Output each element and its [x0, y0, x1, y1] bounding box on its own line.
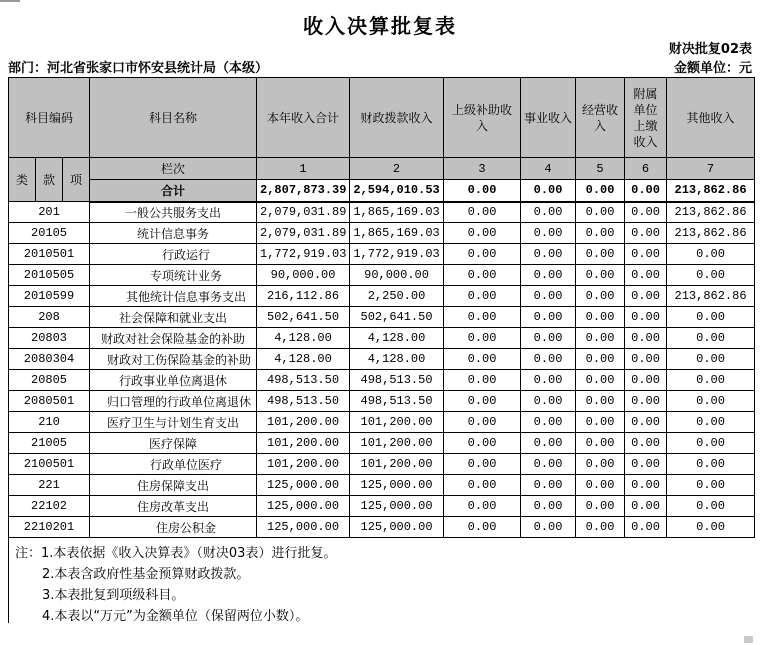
table-row: [9, 412, 755, 433]
amount-cell: 0.00: [576, 454, 625, 475]
amount-cell: 0.00: [625, 223, 667, 244]
table-body: [9, 202, 755, 538]
amount-cell: 0.00: [444, 202, 521, 223]
amount-cell: 125,000.00: [350, 517, 444, 538]
amount-cell: 1,865,169.03: [350, 223, 444, 244]
amount-cell: 0.00: [667, 391, 755, 412]
amount-cell: 0.00: [667, 496, 755, 517]
amount-cell: 0.00: [521, 202, 576, 223]
subject-name-cell: 社会保障和就业支出: [90, 307, 257, 328]
subject-name-cell: 行政事业单位离退休: [90, 370, 257, 391]
column-header: 财政拨款收入: [350, 78, 444, 158]
amount-cell: 0.00: [576, 475, 625, 496]
amount-cell: 4,128.00: [257, 349, 350, 370]
amount-cell: 0.00: [521, 391, 576, 412]
screenshot-artifact-top-left: [0, 0, 20, 2]
amount-cell: 0.00: [576, 433, 625, 454]
amount-cell: 0.00: [625, 412, 667, 433]
subject-name-cell: 一般公共服务支出: [90, 202, 257, 223]
amount-cell: 0.00: [444, 454, 521, 475]
income-approval-table: [8, 77, 755, 538]
table-row: [9, 328, 755, 349]
total-row: [9, 180, 755, 202]
amount-cell: 0.00: [667, 433, 755, 454]
amount-cell: 0.00: [444, 370, 521, 391]
amount-cell: 0.00: [444, 349, 521, 370]
total-amount-cell: 0.00: [576, 180, 625, 202]
column-number: 6: [625, 158, 667, 180]
column-number: 5: [576, 158, 625, 180]
subject-name-cell: 住房公积金: [90, 517, 257, 538]
amount-cell: 0.00: [576, 370, 625, 391]
amount-cell: 0.00: [625, 202, 667, 223]
meta-line: [8, 57, 752, 75]
column-header: 上级补助收入: [444, 78, 521, 158]
amount-cell: 0.00: [521, 244, 576, 265]
note-2: 2.本表含政府性基金预算财政拨款。: [42, 567, 250, 582]
subject-code-cell: 221: [9, 475, 90, 496]
amount-cell: 0.00: [667, 307, 755, 328]
subject-name-cell: 住房改革支出: [90, 496, 257, 517]
total-amount-cell: 2,807,873.39: [257, 180, 350, 202]
amount-cell: 0.00: [521, 370, 576, 391]
page-title: 收入决算批复表: [303, 14, 457, 38]
amount-cell: 0.00: [444, 328, 521, 349]
amount-cell: 0.00: [625, 517, 667, 538]
amount-cell: 101,200.00: [257, 454, 350, 475]
amount-cell: 0.00: [444, 517, 521, 538]
subject-name-cell: 归口管理的行政单位离退休: [90, 391, 257, 412]
table-row: [9, 370, 755, 391]
subject-name-header: 科目名称: [90, 78, 257, 158]
amount-cell: 502,641.50: [257, 307, 350, 328]
amount-cell: 0.00: [667, 412, 755, 433]
amount-cell: 0.00: [576, 391, 625, 412]
amount-cell: 0.00: [576, 307, 625, 328]
lanci-label: 栏次: [90, 158, 257, 180]
amount-cell: 0.00: [667, 454, 755, 475]
table-row: [9, 454, 755, 475]
amount-cell: 125,000.00: [350, 475, 444, 496]
table-row: [9, 307, 755, 328]
amount-cell: 0.00: [667, 328, 755, 349]
amount-cell: 0.00: [576, 517, 625, 538]
header-row-main: [9, 78, 755, 158]
total-amount-cell: 0.00: [625, 180, 667, 202]
amount-cell: 0.00: [521, 223, 576, 244]
amount-cell: 90,000.00: [350, 265, 444, 286]
amount-cell: 216,112.86: [257, 286, 350, 307]
amount-cell: 0.00: [521, 349, 576, 370]
amount-cell: 0.00: [667, 265, 755, 286]
amount-cell: 0.00: [667, 349, 755, 370]
amount-cell: 0.00: [667, 370, 755, 391]
table-row: [9, 496, 755, 517]
amount-cell: 0.00: [576, 244, 625, 265]
amount-cell: 0.00: [444, 286, 521, 307]
table-row: [9, 265, 755, 286]
subject-code-cell: 22102: [9, 496, 90, 517]
amount-cell: 0.00: [625, 454, 667, 475]
amount-cell: 1,865,169.03: [350, 202, 444, 223]
subject-name-cell: 医疗保障: [90, 433, 257, 454]
header-row-lanci: [9, 158, 755, 180]
subject-code-cell: 2010599: [9, 286, 90, 307]
amount-cell: 213,862.86: [667, 223, 755, 244]
amount-cell: 0.00: [625, 307, 667, 328]
column-number: 3: [444, 158, 521, 180]
code-sub-header-class: 类: [9, 158, 36, 202]
amount-cell: 0.00: [444, 223, 521, 244]
amount-cell: 498,513.50: [257, 370, 350, 391]
amount-cell: 0.00: [625, 475, 667, 496]
total-amount-cell: 0.00: [521, 180, 576, 202]
column-header: 其他收入: [667, 78, 755, 158]
amount-cell: 0.00: [444, 244, 521, 265]
subject-code-cell: 208: [9, 307, 90, 328]
subject-code-cell: 20105: [9, 223, 90, 244]
table-row: [9, 349, 755, 370]
amount-cell: 0.00: [625, 433, 667, 454]
amount-cell: 502,641.50: [350, 307, 444, 328]
amount-cell: 0.00: [444, 307, 521, 328]
amount-cell: 2,250.00: [350, 286, 444, 307]
subject-name-cell: 医疗卫生与计划生育支出: [90, 412, 257, 433]
amount-cell: 0.00: [521, 475, 576, 496]
table-row: [9, 286, 755, 307]
table-row: [9, 433, 755, 454]
column-number: 1: [257, 158, 350, 180]
column-header: 本年收入合计: [257, 78, 350, 158]
column-number: 7: [667, 158, 755, 180]
total-amount-cell: 2,594,010.53: [350, 180, 444, 202]
note-1: 注：1.本表依据《收入决算表》（财决03表）进行批复。: [15, 546, 337, 561]
subject-name-cell: 统计信息事务: [90, 223, 257, 244]
subject-code-cell: 21005: [9, 433, 90, 454]
column-number: 2: [350, 158, 444, 180]
subject-code-cell: 2080304: [9, 349, 90, 370]
amount-cell: 0.00: [576, 286, 625, 307]
amount-cell: 0.00: [576, 223, 625, 244]
table-row: [9, 202, 755, 223]
amount-cell: 1,772,919.03: [350, 244, 444, 265]
amount-cell: 101,200.00: [350, 454, 444, 475]
amount-cell: 0.00: [576, 265, 625, 286]
amount-cell: 101,200.00: [350, 433, 444, 454]
subject-code-cell: 2010505: [9, 265, 90, 286]
subject-code-cell: 2100501: [9, 454, 90, 475]
amount-cell: 0.00: [444, 433, 521, 454]
subject-code-cell: 2080501: [9, 391, 90, 412]
amount-cell: 0.00: [625, 496, 667, 517]
amount-cell: 498,513.50: [350, 391, 444, 412]
amount-cell: 0.00: [521, 265, 576, 286]
subject-code-cell: 20805: [9, 370, 90, 391]
column-number: 4: [521, 158, 576, 180]
amount-cell: 0.00: [625, 286, 667, 307]
amount-cell: 125,000.00: [257, 496, 350, 517]
amount-cell: 498,513.50: [350, 370, 444, 391]
screenshot-artifact-bottom-right: [744, 636, 753, 643]
subject-name-cell: 财政对工伤保险基金的补助: [90, 349, 257, 370]
amount-cell: 0.00: [521, 328, 576, 349]
amount-cell: 0.00: [576, 349, 625, 370]
amount-cell: 0.00: [521, 307, 576, 328]
amount-cell: 213,862.86: [667, 202, 755, 223]
footnotes: [8, 538, 760, 623]
subject-name-cell: 其他统计信息事务支出: [90, 286, 257, 307]
code-sub-header-item: 项: [63, 158, 90, 202]
subject-code-cell: 201: [9, 202, 90, 223]
amount-cell: 0.00: [576, 328, 625, 349]
table-row: [9, 517, 755, 538]
subject-code-cell: 2210201: [9, 517, 90, 538]
total-amount-cell: 0.00: [444, 180, 521, 202]
amount-cell: 0.00: [667, 244, 755, 265]
subject-name-cell: 行政运行: [90, 244, 257, 265]
code-sub-header-section: 款: [36, 158, 63, 202]
amount-cell: 125,000.00: [350, 496, 444, 517]
amount-cell: 0.00: [444, 496, 521, 517]
amount-cell: 0.00: [667, 475, 755, 496]
table-row: [9, 223, 755, 244]
subject-code-cell: 20803: [9, 328, 90, 349]
column-header: 事业收入: [521, 78, 576, 158]
amount-cell: 90,000.00: [257, 265, 350, 286]
amount-cell: 0.00: [521, 286, 576, 307]
subject-name-cell: 财政对社会保险基金的补助: [90, 328, 257, 349]
amount-cell: 4,128.00: [257, 328, 350, 349]
amount-cell: 0.00: [576, 412, 625, 433]
amount-cell: 0.00: [444, 412, 521, 433]
amount-cell: 213,862.86: [667, 286, 755, 307]
amount-cell: 1,772,919.03: [257, 244, 350, 265]
amount-cell: 0.00: [444, 391, 521, 412]
unit-label: 金额单位：元: [673, 61, 752, 76]
table-code-label: 财决批复02表: [668, 42, 752, 57]
column-header: 附属单位上缴收入: [625, 78, 667, 158]
amount-cell: 2,079,031.89: [257, 202, 350, 223]
amount-cell: 0.00: [576, 496, 625, 517]
amount-cell: 0.00: [625, 244, 667, 265]
table-row: [9, 244, 755, 265]
amount-cell: 0.00: [667, 517, 755, 538]
amount-cell: 101,200.00: [257, 433, 350, 454]
amount-cell: 2,079,031.89: [257, 223, 350, 244]
amount-cell: 0.00: [625, 370, 667, 391]
amount-cell: 0.00: [521, 412, 576, 433]
total-label: 合计: [90, 180, 257, 202]
amount-cell: 0.00: [625, 391, 667, 412]
amount-cell: 0.00: [625, 349, 667, 370]
amount-cell: 0.00: [576, 202, 625, 223]
total-amount-cell: 213,862.86: [667, 180, 755, 202]
note-3: 3.本表批复到项级科目。: [42, 588, 185, 603]
subject-name-cell: 住房保障支出: [90, 475, 257, 496]
amount-cell: 125,000.00: [257, 475, 350, 496]
amount-cell: 101,200.00: [257, 412, 350, 433]
amount-cell: 0.00: [444, 265, 521, 286]
amount-cell: 0.00: [521, 517, 576, 538]
amount-cell: 125,000.00: [257, 517, 350, 538]
department-label: 部门：河北省张家口市怀安县统计局（本级）: [8, 61, 269, 76]
amount-cell: 4,128.00: [350, 349, 444, 370]
subject-code-header: 科目编码: [9, 78, 90, 158]
amount-cell: 0.00: [521, 454, 576, 475]
table-row: [9, 475, 755, 496]
amount-cell: 0.00: [625, 265, 667, 286]
amount-cell: 498,513.50: [257, 391, 350, 412]
subject-code-cell: 2010501: [9, 244, 90, 265]
column-header: 经营收入: [576, 78, 625, 158]
amount-cell: 4,128.00: [350, 328, 444, 349]
amount-cell: 0.00: [625, 328, 667, 349]
table-row: [9, 391, 755, 412]
amount-cell: 101,200.00: [350, 412, 444, 433]
amount-cell: 0.00: [444, 475, 521, 496]
subject-code-cell: 210: [9, 412, 90, 433]
note-4: 4.本表以“万元”为金额单位（保留两位小数）。: [42, 609, 309, 624]
amount-cell: 0.00: [521, 496, 576, 517]
amount-cell: 0.00: [521, 433, 576, 454]
subject-name-cell: 专项统计业务: [90, 265, 257, 286]
subject-name-cell: 行政单位医疗: [90, 454, 257, 475]
